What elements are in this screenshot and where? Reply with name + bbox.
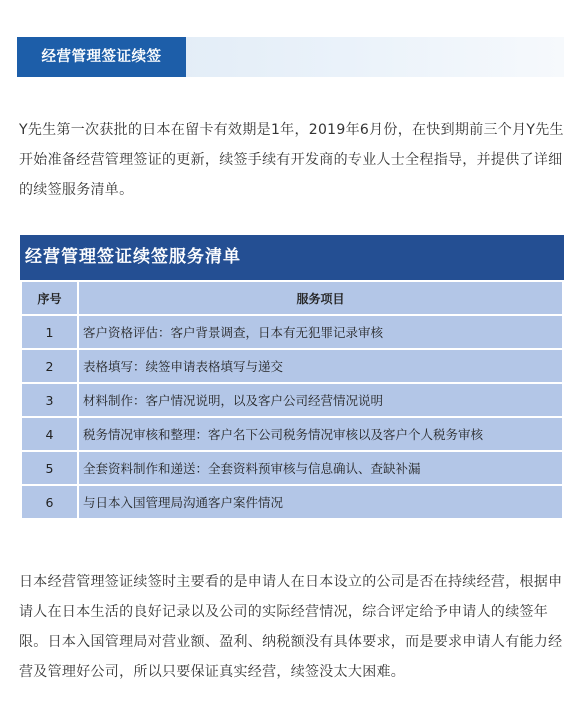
table-header-row [22,282,562,314]
row-service-item: 税务情况审核和整理：客户名下公司税务情况审核以及客户个人税务审核 [79,418,562,450]
table-row [22,384,562,416]
closing-paragraph: 日本经营管理签证续签时主要看的是申请人在日本设立的公司是否在持续经营，根据申请人在日本生活的良好记录以及公司的实际经营情况，综合评定给予申请人的续签年限。日本入国管理局对营业额、盈利、纳税额没有具体要求，而是要求申请人有能力经营及管理好公司，所以只要保证真实经营，续签没太大困难。 [19,574,563,680]
table-row [22,486,562,518]
service-table [20,235,564,532]
table-row [22,316,562,348]
column-header-service: 服务项目 [79,282,562,314]
row-service-item: 与日本入国管理局沟通客户案件情况 [79,486,562,518]
row-service-item: 表格填写：续签申请表格填写与递交 [79,350,562,382]
column-header-number: 序号 [22,282,77,314]
table-row [22,350,562,382]
row-number: 2 [22,350,77,382]
section-title: 经营管理签证续签 [41,49,162,65]
table-title: 经营管理签证续签服务清单 [20,235,564,280]
service-list [20,280,564,520]
row-number: 4 [22,418,77,450]
row-service-item: 客户资格评估：客户背景调查，日本有无犯罪记录审核 [79,316,562,348]
row-number: 5 [22,452,77,484]
row-number: 3 [22,384,77,416]
row-service-item: 全套资料制作和递送：全套资料预审核与信息确认、查缺补漏 [79,452,562,484]
row-service-item: 材料制作：客户情况说明，以及客户公司经营情况说明 [79,384,562,416]
intro-paragraph: Y先生第一次获批的日本在留卡有效期是1年，2019年6月份，在快到期前三个月Y先生开始准备经营管理签证的更新，续签手续有开发商的专业人士全程指导，并提供了详细的续签服务清单。 [19,122,564,198]
table-row [22,418,562,450]
row-number: 1 [22,316,77,348]
table-row [22,452,562,484]
row-number: 6 [22,486,77,518]
